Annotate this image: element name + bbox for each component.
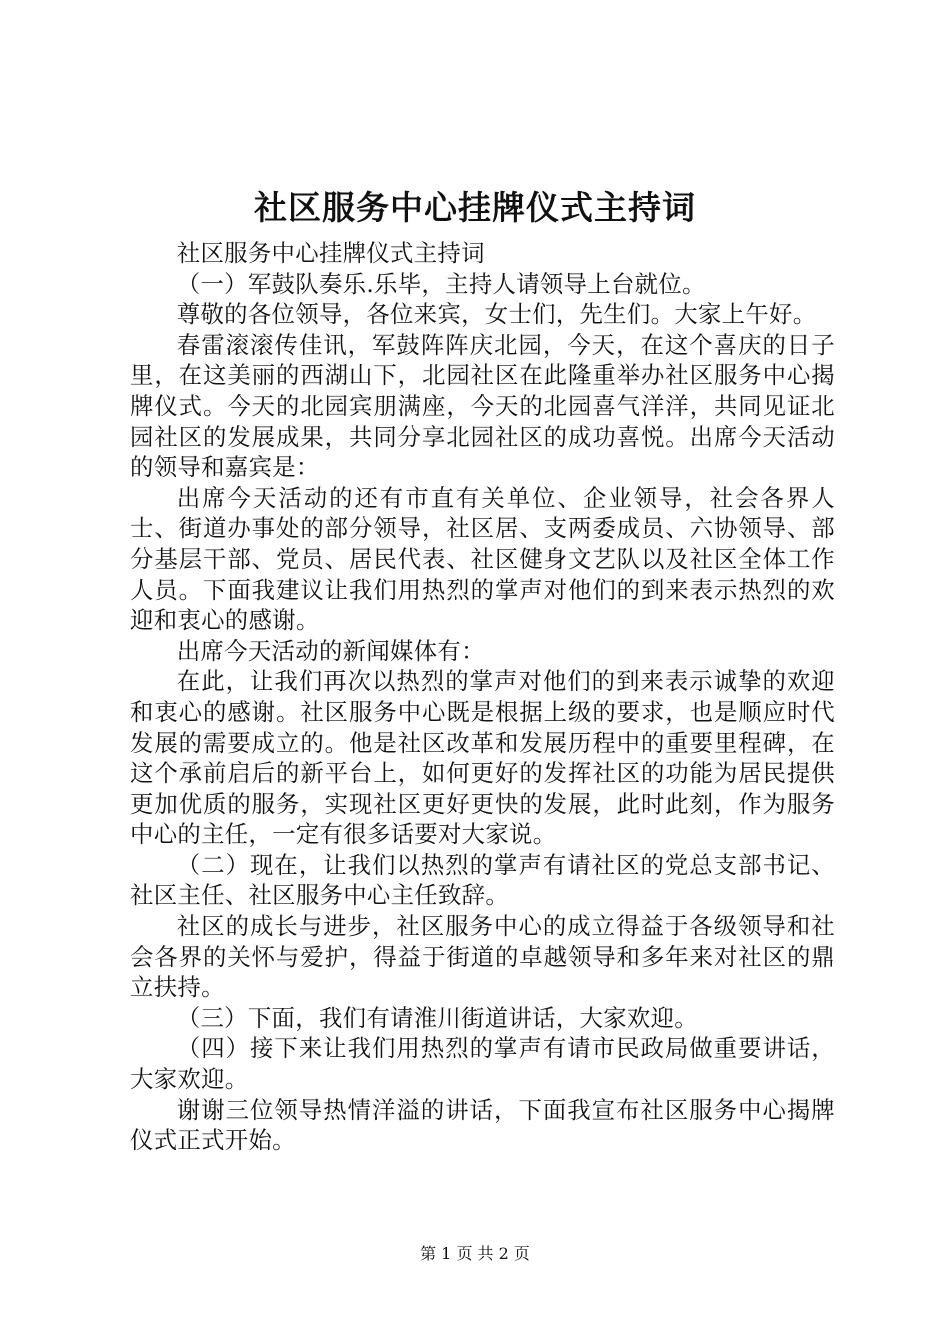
page-number-footer: 第 1 页 共 2 页: [420, 1244, 530, 1263]
paragraph: （二）现在，让我们以热烈的掌声有请社区的党总支部书记、社区主任、社区服务中心主任致辞。: [130, 850, 835, 910]
paragraph: 尊敬的各位领导，各位来宾，女士们，先生们。大家上午好。: [176, 300, 817, 329]
paragraph: （三）下面，我们有请淮川街道讲话，大家欢迎。: [176, 1003, 698, 1032]
document-title: 社区服务中心挂牌仪式主持词: [254, 188, 696, 227]
document-body: [130, 238, 835, 1156]
paragraph: 出席今天活动的新闻媒体有：: [176, 636, 485, 665]
paragraph: （一）军鼓队奏乐.乐毕，主持人请领导上台就位。: [176, 269, 706, 298]
paragraph: 谢谢三位领导热情洋溢的讲话，下面我宣布社区服务中心揭牌仪式正式开始。: [130, 1095, 835, 1155]
paragraph: 出席今天活动的还有市直有关单位、企业领导，社会各界人士、街道办事处的部分领导，社区居、支两委成员、六协领导、部分基层干部、党员、居民代表、社区健身文艺队以及社区全体工作人员。下面我建议让我们用热烈的掌声对他们的到来表示热烈的欢迎和衷心的感谢。: [130, 483, 835, 635]
paragraph: 在此，让我们再次以热烈的掌声对他们的到来表示诚挚的欢迎和衷心的感谢。社区服务中心既是根据上级的要求，也是顺应时代发展的需要成立的。他是社区改革和发展历程中的重要里程碑，在这个承前启后的新平台上，如何更好的发挥社区的功能为居民提供更加优质的服务，实现社区更好更快的发展，此时此刻，作为服务中心的主任，一定有很多话要对大家说。: [130, 667, 835, 849]
paragraph: 春雷滚滚传佳讯，军鼓阵阵庆北园，今天，在这个喜庆的日子里，在这美丽的西湖山下，北园社区在此隆重举办社区服务中心揭牌仪式。今天的北园宾朋满座，今天的北园喜气洋洋，共同见证北园社区的发展成果，共同分享北园社区的成功喜悦。出席今天活动的领导和嘉宾是：: [130, 330, 835, 482]
paragraph: 社区的成长与进步，社区服务中心的成立得益于各级领导和社会各界的关怀与爱护，得益于街道的卓越领导和多年来对社区的鼎立扶持。: [130, 912, 835, 1002]
paragraph: 社区服务中心挂牌仪式主持词: [176, 239, 485, 267]
paragraph: （四）接下来让我们用热烈的掌声有请市民政局做重要讲话，大家欢迎。: [130, 1034, 835, 1094]
